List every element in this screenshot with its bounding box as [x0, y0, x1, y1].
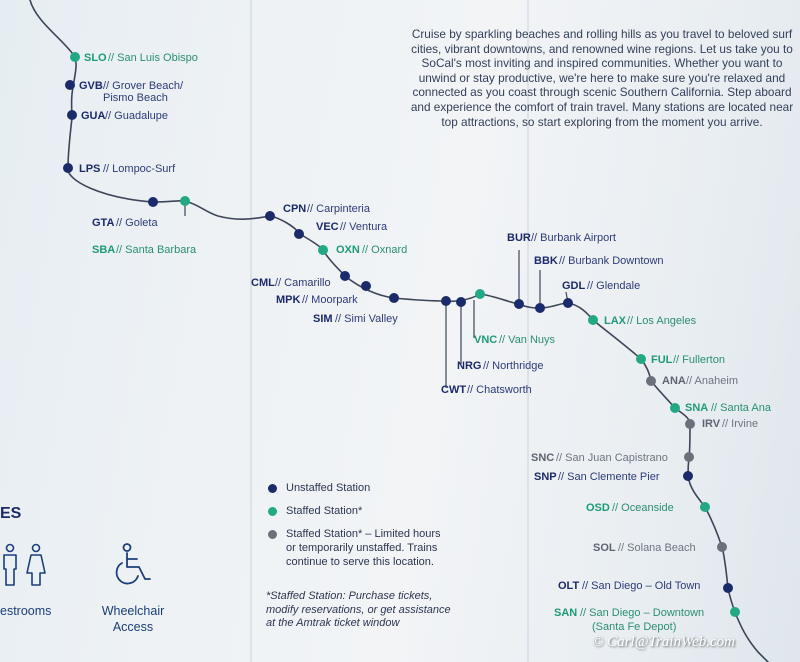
station-name-osd: // Oceanside: [612, 502, 674, 514]
station-dot-osd: [700, 502, 710, 512]
station-code-ana: ANA: [662, 375, 686, 387]
station-name-slo: // San Luis Obispo: [108, 52, 198, 64]
station-name-snc: // San Juan Capistrano: [556, 452, 668, 464]
station-code-sol: SOL: [593, 542, 616, 554]
station-code-lps: LPS: [79, 163, 101, 175]
intro-paragraph: Cruise by sparkling beaches and rolling hills as you travel to beloved surf cities, vibrant downtowns, and renowned wine regions. Let us take you to SoCal's most inviting and inspired communities. Whether you want to unwind or stay productive, we're here to make sure you're relaxed and connected as you coast through scenic Southern California. Step aboard and experience the comfort of train travel. Many stations are located near top attractions, so start exploring from the moment you arrive.: [410, 27, 794, 129]
station-code-cml: CML: [251, 277, 275, 289]
station-code-vec: VEC: [316, 221, 339, 233]
station-name-lax: // Los Angeles: [627, 315, 697, 327]
station-dot-sim: [389, 293, 399, 303]
station-name-ana: // Anaheim: [686, 375, 738, 387]
station-name-cwt: // Chatsworth: [467, 384, 532, 396]
amenities-title: ES: [0, 505, 22, 522]
station-code-osd: OSD: [586, 502, 610, 514]
station-name-sba: // Santa Barbara: [116, 244, 197, 256]
legend-unstaffed-label: Unstaffed Station: [286, 482, 371, 494]
station-code-oxn: OXN: [336, 244, 360, 256]
station-name-gvb: // Grover Beach/: [103, 80, 184, 92]
station-dot-san: [730, 607, 740, 617]
station-code-nrg: NRG: [457, 360, 482, 372]
legend-limited-line-3: continue to serve this location.: [286, 556, 434, 568]
station-name-lps: // Lompoc-Surf: [103, 163, 176, 175]
station-name-cml: // Camarillo: [275, 277, 331, 289]
station-dot-irv: [685, 419, 695, 429]
station-name-snp: // San Clemente Pier: [558, 471, 660, 483]
station-code-sna: SNA: [685, 402, 709, 414]
station-code-san: SAN: [554, 607, 578, 619]
station-name-sim: // Simi Valley: [335, 313, 398, 325]
legend-unstaffed: [268, 481, 441, 495]
station-name-mpk: // Moorpark: [302, 294, 358, 306]
station-dot-vec: [294, 229, 304, 239]
station-code-sim: SIM: [313, 313, 333, 325]
station-dot-cpn: [265, 211, 275, 221]
station-code-bur: BUR: [507, 232, 531, 244]
station-legend: [268, 481, 441, 578]
station-dot-gdl: [563, 298, 573, 308]
station-dot-lax: [588, 315, 598, 325]
station-name-sna: // Santa Ana: [711, 402, 771, 414]
station-dot-ana: [646, 376, 656, 386]
wheelchair-label-line-2: Access: [112, 620, 154, 634]
station-code-mpk: MPK: [276, 294, 301, 306]
legend-limited: [268, 527, 441, 569]
legend-limited-line-2: or temporarily unstaffed. Trains: [286, 542, 438, 554]
station-dot-vnc: [475, 289, 485, 299]
wheelchair-label-line-1: Wheelchair: [101, 604, 165, 618]
station-name-gta: // Goleta: [116, 217, 158, 229]
station-dot-gta: [148, 197, 158, 207]
station-dot-mpk: [361, 281, 371, 291]
footnote-line-1: *Staffed Station: Purchase tickets,: [266, 590, 433, 602]
station-dot-cwt: [441, 296, 451, 306]
station-name-san: // San Diego – Downtown: [580, 607, 705, 619]
station-dot-oxn: [318, 245, 328, 255]
station-name-ful: // Fullerton: [673, 354, 725, 366]
station-dot-lps: [63, 163, 73, 173]
station-dot-bur: [514, 299, 524, 309]
station-name-gdl: // Glendale: [587, 280, 641, 292]
station-code-lax: LAX: [604, 315, 626, 327]
wheelchair-label: [92, 603, 174, 635]
wheelchair-icon: [110, 543, 156, 589]
station-code-cpn: CPN: [283, 203, 307, 215]
station-name-line2-gvb: Pismo Beach: [103, 92, 168, 104]
station-code-snc: SNC: [531, 452, 555, 464]
station-dot-sna: [670, 403, 680, 413]
station-dot-olt: [723, 583, 733, 593]
station-dot-snc: [684, 452, 694, 462]
station-dot-cml: [340, 271, 350, 281]
station-name-irv: // Irvine: [722, 418, 759, 430]
station-name-sol: // Solana Beach: [618, 542, 696, 554]
station-dot-nrg: [456, 297, 466, 307]
station-code-cwt: CWT: [441, 384, 467, 396]
station-name-bur: // Burbank Airport: [531, 232, 616, 244]
station-name-vnc: // Van Nuys: [499, 334, 556, 346]
station-code-gta: GTA: [92, 217, 115, 229]
station-code-gdl: GDL: [562, 280, 586, 292]
station-code-gua: GUA: [81, 110, 106, 122]
legend-staffed-label: Staffed Station*: [286, 505, 363, 517]
station-dot-bbk: [535, 303, 545, 313]
copyright-watermark: © Carl@TrainWeb.com: [592, 634, 735, 650]
station-code-irv: IRV: [702, 418, 721, 430]
unstaffed-dot-icon: [268, 484, 277, 493]
restrooms-label: estrooms: [0, 604, 52, 618]
station-dot-gvb: [65, 80, 75, 90]
footnote-line-3: at the Amtrak ticket window: [266, 617, 400, 629]
station-dot-sba: [180, 196, 190, 206]
station-dot-gua: [67, 110, 77, 120]
station-code-gvb: GVB: [79, 80, 103, 92]
limited-dot-icon: [268, 530, 277, 539]
station-code-sba: SBA: [92, 244, 116, 256]
station-name-gua: // Guadalupe: [105, 110, 168, 122]
station-dot-slo: [70, 52, 80, 62]
station-code-vnc: VNC: [474, 334, 498, 346]
station-code-ful: FUL: [651, 354, 673, 366]
legend-limited-line-1: Staffed Station* – Limited hours: [286, 528, 441, 540]
staffed-dot-icon: [268, 507, 277, 516]
staffed-footnote: [266, 590, 466, 631]
station-name-line2-san: (Santa Fe Depot): [592, 621, 677, 633]
station-name-vec: // Ventura: [340, 221, 388, 233]
station-dot-sol: [717, 542, 727, 552]
restrooms-icon: [0, 543, 52, 589]
station-name-cpn: // Carpinteria: [307, 203, 370, 215]
station-name-bbk: // Burbank Downtown: [559, 255, 664, 267]
legend-staffed: [268, 504, 441, 518]
station-name-nrg: // Northridge: [483, 360, 544, 372]
station-name-olt: // San Diego – Old Town: [582, 580, 701, 592]
station-code-slo: SLO: [84, 52, 107, 64]
footnote-line-2: modify reservations, or get assistance: [266, 603, 451, 616]
station-name-oxn: // Oxnard: [362, 244, 408, 256]
station-code-snp: SNP: [534, 471, 557, 483]
station-dot-ful: [636, 354, 646, 364]
station-dot-snp: [683, 471, 693, 481]
station-code-olt: OLT: [558, 580, 580, 592]
station-code-bbk: BBK: [534, 255, 558, 267]
